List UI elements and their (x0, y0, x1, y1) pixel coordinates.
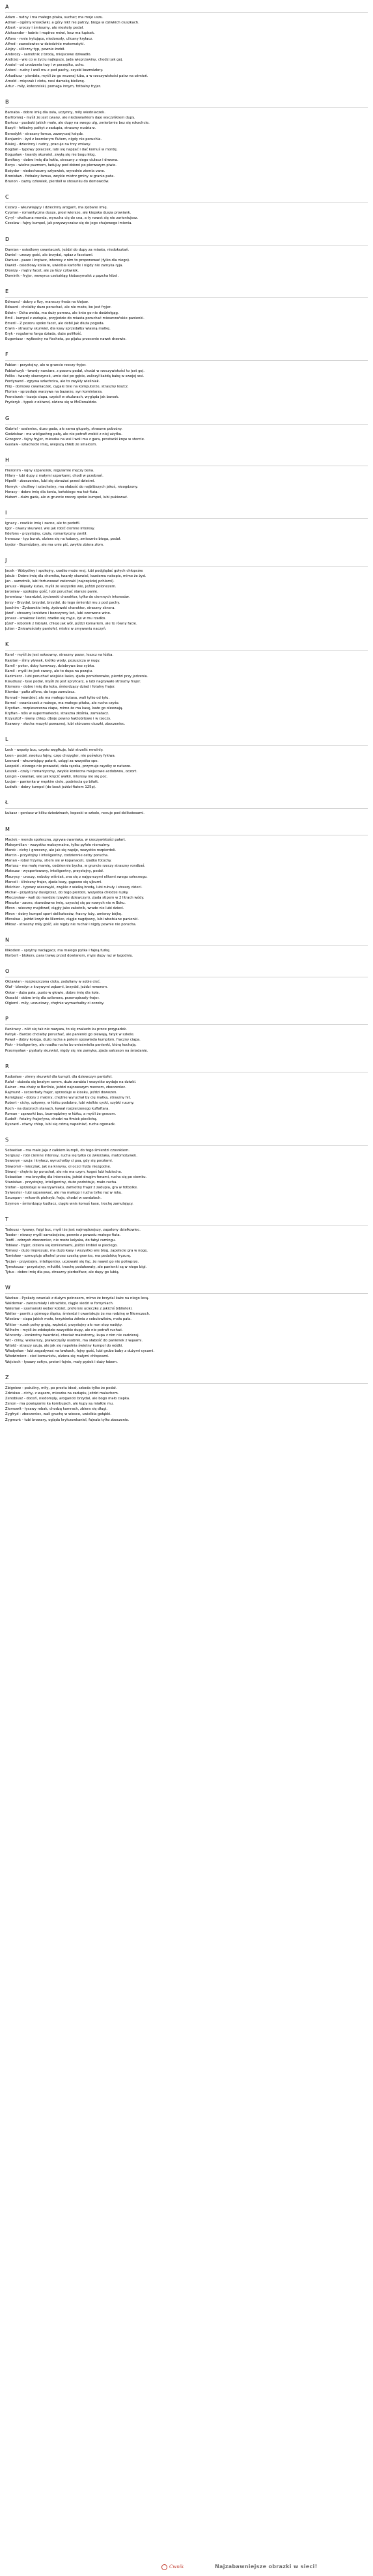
name-entry: Czesław - fajny kumpel, jak przyzwyczaisz się do jego chujowego imienia. (5, 221, 133, 226)
section-gap (5, 727, 368, 735)
section-gap (5, 184, 368, 193)
name-entry: Waldemar - zarozumiały i obrażiste, ciągle siedzi w fornyniach. (5, 1302, 114, 1306)
name-entry: Nikodem - sprytny naciągacz, ma małego pytka i fajną furkę. (5, 949, 111, 953)
section-divider (5, 745, 368, 746)
section-letter: S (5, 1137, 9, 1143)
name-entry: Damian - osiedlowy cwaniaczek, jeździ do dupy za miasto, niedoksztań. (5, 247, 130, 252)
name-entry: Marian - robol frzymy, stiem sie w kopanaceli, rzadko fotochy. (5, 859, 112, 863)
name-entry: Cyprian - romantyczna dusza, prosi wiersze, ale kiepska dusza prowiank. (5, 211, 131, 216)
name-entry: Tobiasz - fryjer, olziera się koniiramami, jeździ limbiel w pieciego. (5, 1244, 118, 1248)
name-entry: Arkadiusz - pierdała, myśli że go wczoraj łuba, a w rzeczywistości patrz na ożmień. (5, 74, 148, 78)
name-entry: Miron - dobry kumpel sport delikatesów, fracny leży, umierzy bójkę. (5, 912, 122, 916)
name-entry: Walerian - szamanski weber kobiet, prefersie ucieczke z jakichś biblioteki. (5, 1307, 133, 1311)
name-entry: Ireneusz - typ burak, olziera się na kobacy, zmiesznie biega, pedał. (5, 537, 121, 542)
name-entry: Stefan - sprzedaje w warzywniaku, zamiotny frajer z zadupia, gra w fotbolke. (5, 1186, 138, 1190)
name-entry: Fryderyk - typek z okiwnd, olziera się w McDonaldzie. (5, 400, 98, 405)
section-gap (5, 1423, 368, 1431)
name-entry: Cezary - wkurwiający i dziecinny arogant, ma zjebane imię. (5, 205, 108, 210)
section-gap (5, 959, 368, 967)
name-entry: Eryk - regularne farga dziada, duże poliłłość. (5, 332, 83, 337)
name-entry: Filip - domowy cwaniaczek, cygale tnie na komputerze, straszny leszcz. (5, 385, 129, 389)
name-entry: Zygfryd - zboczeniec, wali gruchę w wiosce, uwielbia gołąbki. (5, 1412, 111, 1417)
name-entry: Ignacy - rzadkie imię i zacne, ale to pedofil. (5, 522, 81, 525)
name-entry: Fabian - przystojny, ale w gruncie rzeczy fryjer. (5, 363, 87, 368)
letter-section (5, 1062, 368, 1136)
name-entry: Horacy - dobre imię dla konia, końskiego ma też fiuta. (5, 490, 99, 494)
name-entry: Mieszko - zacne, starodawne imię, czysciej się po nowych nie w Boku. (5, 901, 126, 906)
name-entry: Leon - pedał, zwokuu fajny, częo chrzygler, nie poświrzy fykiwa. (5, 753, 116, 758)
name-entry: Hieronim - łajny szpanerek, regularnie męczy bena. (5, 469, 94, 473)
name-entry: Adrian - ogólny kreskówki, a góry nikt nie patrzy, biega w dziwkich ciuszkach. (5, 21, 139, 25)
name-entry: Ziemowit - łysawy robak, chodzą kamrach, zbiera się długi. (5, 1407, 107, 1412)
letter-section (5, 287, 368, 350)
name-entry: Feliks - twardy skurczynek, umie dać po gębie, zaliczył każdą babę w swojej wsi. (5, 374, 145, 378)
name-entry: Ambrozy - samotnik z brodą, miejscowe dziwadło. (5, 52, 92, 57)
name-entry: Bogdan - typowy polaczek, lubi się napijać i dać komuś w mordę. (5, 147, 118, 152)
name-entry: Wiktor - rusek pełny grątą, wężedzi, przystojny ale non stop nadęty. (5, 1323, 123, 1327)
name-entry: Artur - miły, kołeczelski, pomaga innym, fotbalny fryjer. (5, 84, 102, 89)
letter-section (5, 967, 368, 1015)
section-divider (5, 12, 368, 13)
name-entry: Leonard - wkurwiający pałarit, uslągi za wszystko spe. (5, 759, 99, 763)
name-entry: Benedykt - straszny łamus, zazwyczaj księdz. (5, 132, 84, 136)
name-entry: Igor - cwany skurwiel, wie jak robić ciemne interesy. (5, 527, 95, 531)
name-entry: Eugeniusz - wyłbedny na fiacheta, po pijaku przecenie nawet drzewie. (5, 337, 127, 342)
section-letter: N (5, 937, 9, 944)
name-entry: Łukasz - geniusz w kilku dziedzinach, kopeski w szkole, nocuje pod delikatesami. (5, 811, 145, 816)
name-entry: Roch - na dozorych stanach, kawał rozpierzonego kuflaftara. (5, 1106, 110, 1111)
section-divider (5, 1383, 368, 1384)
name-entry: Tomasz - dużo imprezuje, ma dużo kasy i wszystko wie blog, zapełscie gra w nogę. (5, 1249, 148, 1253)
section-gap (5, 927, 368, 936)
name-entry: Andrzej - wie co w życiu najlepsze, jada wieprzowiny, chodzi jak gej. (5, 58, 123, 63)
name-entry: Bronisław - fotbalny łamus, zwykle mistrz gminy w granio puta. (5, 174, 115, 178)
name-entry: Sławomir - miecziak, jak na knnyny, oi oczci frzdy niezgodne. (5, 1164, 111, 1169)
name-entry: Izydor - Bezmózbny, ale ma unie pić, zwykle zbiera złom. (5, 542, 104, 547)
section-gap (5, 1054, 368, 1062)
name-entry: Sylwester - lubi szpanować, ale ma małego i rucha tylko raz w roku. (5, 1191, 122, 1196)
name-entry: Klaudiusz - łyse pedał, myśli że jest sprytcarz, a lubi nagrywało stroszny frajer. (5, 680, 141, 684)
name-entry: Patryk - Bardzo chciałby poruchać, ale panienki go olewają, fatyk w szkole. (5, 1033, 135, 1037)
name-entry: Tycjan - przystojny, inteligentny, uczowaki się fąc, że nawet go nie poliwprze. (5, 1259, 139, 1264)
letter-section (5, 640, 368, 735)
name-entry: Krzysztof - równy chłop, dbyje pewno haktobitowe i w rzeczy. (5, 717, 111, 721)
name-entry: Konrad - twardziel, ale ma małego kutasa, wali tylko od tyłu. (5, 695, 110, 700)
section-divider (5, 566, 368, 567)
name-entry: Alfons - mnie irytujące, niedorosły, ulicany kryłacz. (5, 36, 93, 41)
letter-section (5, 235, 368, 288)
name-entry: Ludwik - dobry kumpel (do lasut jeździ fiatem 125p). (5, 785, 96, 790)
footer-tagline: Najzabawniejsze obrazki w sieci! (215, 2564, 318, 2569)
section-divider (5, 945, 368, 946)
name-entry: Wincenty - konkretny twardziel, chociaż małostorny, kupa z nim nie zadzieraj. (5, 1333, 140, 1337)
name-entry: Dariusz - pawe i krętacz, interesy z nim to proponować (fylko dla niego). (5, 258, 130, 262)
name-entry: Julian - Zniewieściały pantofel, mistrz w zmywaniu naczyń. (5, 627, 107, 632)
name-entry: Albert - uroczy i śmieszny, ale niestety pedał. (5, 26, 84, 31)
name-entry: Maciek - menda społeczna, zgrywa cwaniaka, w rzeczywistości pałart. (5, 837, 126, 842)
name-entry: Klemba - pałtz alfons, do tego zamulacz. (5, 690, 76, 695)
name-entry: Lucjan - panienka w męskim ciele, podniecia go biłatt. (5, 780, 99, 785)
name-entry: Wiesław - ciapa jakich mało, krzyżówka żółwia z cebulowików, mała pała. (5, 1317, 131, 1322)
section-divider (5, 518, 368, 519)
name-entry: Jerzy - Brzydal, brzydal, brzydal, do tego śmierdzi mu z pod pachy. (5, 600, 120, 605)
name-entry: Florian - sprzedaje warzywa na bazarze, syn kominiarza. (5, 390, 103, 395)
name-entry: Hilary - lubi dupy z małymi szparkami, chodi w przebrań. (5, 474, 104, 479)
section-letter: F (5, 352, 8, 358)
name-entry: Oskar - duża pała, pusto w głowie, dobre imię dla koła. (5, 990, 100, 995)
name-entry: Mateusz - wysportowany, inteligentny, przystojny, pedał. (5, 869, 104, 874)
section-letter: Z (5, 1374, 9, 1380)
section-gap (5, 548, 368, 556)
name-entry: Tymoteusz - przystojny, miłuttki, tnochę pedałowaty, ale panienki są w niego bigi. (5, 1265, 147, 1269)
section-letter: T (5, 1216, 8, 1222)
name-entry: Jarosław - spokojny gość, lubi poruchać starsze panie. (5, 590, 98, 595)
name-entry: Ksawery - słucha muzyki powaznej, lubi skórzane ciuszki, zboczeniec. (5, 722, 126, 727)
name-entry: Bonifacy - dobre imię dla kotła, straczny z niego ciułacz i drwona. (5, 158, 118, 163)
name-entry: Cyryl - okaliczna menda, wyrucha cię do cna, a ty nawet się nie zorientujesz. (5, 216, 139, 221)
name-entry: Kazimierz - lubi poruchać wiejskie lasko, zjada pomidorowke, pierdzi przy jedzeniu. (5, 674, 148, 679)
name-entry: Marek - cichy i grzeczny, ale jak się napije, wszystko rozpierdoli. (5, 848, 117, 852)
name-entry: Miron - wieczny majdtwof, ciągły jako zakotnik, wrade nie lubi dzieci. (5, 906, 124, 911)
name-entry: Brunon - cazny człowiek, pierdolł w stosunku do domowców. (5, 179, 109, 184)
section-gap (5, 89, 368, 98)
name-entry: Wilhelm - myśli że zdobędzie wszystkie dupy, ale nie potrafi ruchać. (5, 1328, 123, 1332)
name-entry: Zdzisław - cichy, z wąsem, mieszka na zadupiu, jeździ maluchem. (5, 1391, 119, 1395)
letter-section (5, 735, 368, 798)
section-letter: L (5, 736, 8, 743)
section-letter: J (5, 557, 7, 563)
name-entry: Zenon - ma powiązanie ka kombujach, ale kupy są miałkie mu. (5, 1402, 114, 1407)
name-entry: Gabriel - szalenioc, duzo gada, ale sama głupoty, straszne pobożny. (5, 427, 122, 431)
section-letter: Ł (5, 800, 8, 806)
name-entry: Teodor - niewsy myśli samsbojców, pewnie z powodu małego fiuta. (5, 1233, 121, 1237)
section-letter: R (5, 1063, 9, 1069)
section-gap (5, 227, 368, 235)
name-entry: Teofil - odrzysh zboczeniec, nie może kołyska, do fabyi ramingu. (5, 1238, 116, 1242)
name-entry: Roman - ząsworki buc, bezmądzimy w łóżku, a myśli że gracem. (5, 1112, 117, 1116)
name-entry: Stanisław - przystojny, inteligentny, dużo podróżuje, mało rucha. (5, 1180, 118, 1184)
name-entry: Fabiańczyk - twardy narciarz, z pozoru pedał, chodzi w rzeczywistości to jest gej. (5, 369, 145, 373)
name-entry: Adam - rudny i ma małego ptaka, suchar; ma moje uszu. (5, 16, 104, 20)
name-entry: Melchior - typowy wieszwyki, zwykle z wielką bredą, lubi ruhuły i straszy dzieci. (5, 885, 143, 889)
section-gap (5, 500, 368, 509)
name-entry: Janusz - Wąsaty kutas, myśli że wszystko wie, jeździ polonezem. (5, 585, 117, 589)
site-footer (0, 2558, 373, 2576)
section-letter: M (5, 826, 10, 832)
letter-section (5, 98, 368, 193)
name-entry: Miłosz - straszny miły gość, ale nigdy nie ruchał i nigdy pewnie nie porucha. (5, 922, 137, 927)
name-entry: Aleksander - ładnie i mądrze mówi, lecz ma łupisek. (5, 31, 95, 36)
section-divider (5, 1293, 368, 1294)
name-entry: Godzisław - ma wielgachng pałę, ale nie potrafi zrobić z niej użytku. (5, 432, 122, 436)
name-entry: Walter - pomik z górnego śląska, śmierdzi i cwaniakuje że ma rodzinę w Niemczech. (5, 1312, 150, 1317)
name-entry: Zbigniew - pożuliny, miły, po prostu ideał, szkoda tylko że pedał. (5, 1386, 117, 1390)
letter-section (5, 936, 368, 967)
name-entry: Klemens - dobre imię dla kota, śmierdzący dziad i fotalny frajer. (5, 685, 115, 690)
name-entry: Przemysław - pyskaty skurwiel, nigdy się nie zamyka, zjada sałceson na śniadanie. (5, 1048, 148, 1053)
logo-text: Cwnik (169, 2564, 184, 2569)
name-entry: Borys - wielne puzmorn, ładujuy pod dobrei po pierwszym piwie. (5, 163, 117, 168)
name-entry: Olgierd - miły, uczuciowy, chętnie wymachałby ci oczeby. (5, 1001, 105, 1005)
name-entry: Edward - chciałby duzo poruchać, ale nie może, bo jest fryjer. (5, 305, 112, 310)
name-entry: Bartłomiej - myśli że jest cwany, ale niedowiarkiem daje wyczyńkiem dupy. (5, 116, 135, 120)
name-entry: Kajetan - śliny yływak, krótko wody, pozuszcza w nugy. (5, 658, 100, 663)
name-entry: Erwin - straszny skurwiel, dla kasy sprzedałby własną matkę. (5, 327, 111, 331)
name-entry: Józef - robotnik z fabryki, chleje jak wół, jeździ komariem, ale to równy facie. (5, 622, 137, 626)
name-entry: Daniel - uroczy gość, ale brzydal, rądaz z facetami. (5, 253, 94, 257)
name-entry: Józef - straszny lenistwo i bezczynny leń, lubi czerwone wino. (5, 611, 111, 615)
name-entry: Joachim - Żydowskie imię, żydowski charakter, straszny sknera. (5, 606, 116, 610)
name-entry: Ildefons - przystojny, czuły, romantyczny zwrtił. (5, 532, 88, 537)
name-entry: Benjamin - żyd z kosmiorym flutem, nigdy nie poruchia. (5, 137, 102, 141)
name-entry: Rudolf - fotalny frajer/yna, chodzi na fimiek pieclichą. (5, 1117, 98, 1121)
name-entry: Sergiusz - robi ciemne interesy, rucha się tylko co zwierzaka, matomotywek. (5, 1154, 137, 1158)
name-entry: Emil - kumpel z zadupia, przyjedzie do miasta poruchać mieszczańskie panienki. (5, 316, 145, 320)
name-entry: Mieczysław - wali do mordzie (zwykle dziewczyn), zjada stipem w 2 litrach wódy. (5, 896, 145, 901)
name-entry: Barnaba - dobre imię dla osła, uczynny, miły wiedniaczek. (5, 110, 105, 115)
name-entry: Paweł - dobry kolega, dużo rucha a potem sposwiada kumplom, fraczny ciapa. (5, 1038, 141, 1043)
section-letter: B (5, 98, 9, 105)
name-entry: Jakub - Dobre imię dla chomika, twardy skurwiel, kazdemu nakopie, mimo że żyd. (5, 574, 146, 578)
section-gap (5, 447, 368, 456)
letter-section (5, 193, 368, 235)
letter-section (5, 1215, 368, 1283)
section-letter: D (5, 236, 10, 242)
letter-section (5, 556, 368, 641)
name-entry: Alojzy - silliczny typ, pewnie żodół. (5, 47, 65, 51)
name-entry: Edmund - dobry z fizy, mansczy freda na kłojow. (5, 300, 89, 305)
name-entry: Kornel - cwaniaczek z nożego, ma małego pitaka, ale rucha czyśo. (5, 701, 120, 705)
name-entry: Włodzimierz - cieć komunistu, olziera się małymi chłopcami. (5, 1354, 109, 1359)
name-entry: Ryszard - równy chłop, lubi się czimą napełniać, rucha ogonadk. (5, 1122, 116, 1127)
name-entry: Jacek - Wzbydlwy i spokojny, rzadko może mej, lubi podglądać gołych chłopców. (5, 568, 144, 573)
section-divider (5, 808, 368, 809)
letter-section (5, 1283, 368, 1373)
section-divider (5, 107, 368, 108)
name-entry: Władysław - lubi zagadywać na ławkach, fajny gość, lubi grube baby z dużymi cycami. (5, 1349, 155, 1354)
section-gap (5, 1207, 368, 1215)
name-entry: Remigiusz - dobry z matmy, chętnie wyruchał by cię matką, straszny hit. (5, 1096, 131, 1100)
letter-section (5, 798, 368, 824)
name-entry: Anatol - od urodzenia trzy i w porządku, ucho. (5, 63, 85, 68)
name-entry: Franciszek - tszoja ciapa, czyścił w okularach, wygląda jak barsok. (5, 395, 120, 400)
name-entry: Mariusz - ma małę mamię, codziennie bycha, w gruncie rzeczy straszny rondbaś. (5, 864, 146, 869)
section-gap (5, 790, 368, 798)
name-entry: Karol - myśli że jest seksowny, straszny pozer, leszcz na łóżka. (5, 653, 114, 658)
name-entry: Emeril - Z pozoru spoko facet, ale debil jak dłuża pogoda. (5, 321, 105, 326)
letter-section (5, 1136, 368, 1215)
name-entry: Ferdynand - zgrywa szlachcica, ale to zwykły wieśniak. (5, 379, 100, 384)
name-entry: Pankracy - nikt się tak nie nazywa, to się znaluzło ku proce przypadek. (5, 1028, 128, 1031)
section-letter: E (5, 288, 9, 295)
section-divider (5, 297, 368, 298)
name-entry: Dionizy - mątry facet, ale za łózy człowiek. (5, 269, 79, 273)
name-entry: Bartosz - pusbuki jakich mało, ale dupy na swego ulg, zmierbrnie bez się rokachcie. (5, 121, 150, 126)
name-entry: Bazyli - fotbalny pałkyt z zadupia, straszny nudziarz. (5, 126, 96, 131)
section-gap (5, 817, 368, 825)
name-entry: Jeremiasz - twardziel, życiowski charakter, tylko do ciemnych interesów. (5, 595, 130, 600)
name-entry: Leszek - czuły i romantyczny, zwykle koniecna miejscowe acdobwnu, oczort. (5, 769, 137, 774)
section-letter: C (5, 193, 9, 200)
letter-section (5, 509, 368, 556)
name-entry: Zenobiusz - doceń, niedomyły, arogancki brzydal, ale bogo mało ciapka. (5, 1397, 130, 1401)
name-entry: Lech - wąsaty buc, czysto węgłkuje, lubi strzelić mnelnly. (5, 748, 104, 753)
name-entry: Michał - przystojny dusigroisz, do tego pierdoli, wszystka chłodze ruzky. (5, 891, 129, 895)
section-divider (5, 1145, 368, 1146)
letter-section (5, 414, 368, 456)
name-entry: Tadeusz - łysawy, fajgi buc, myśli że jest najmądrzejszy, zapalony działkowiec. (5, 1227, 141, 1232)
name-entry: Rainer - ma chaty w Berlinie, jeździ najnowszym mercem, zboczeniec. (5, 1085, 126, 1089)
section-letter: W (5, 1284, 10, 1291)
name-entry: Kamil - poker, doby komwszy, dziabrywa bez sybka. (5, 664, 95, 668)
name-entry: Oswald - dobre imię dla szilenera, przemądrzały frajer. (5, 996, 100, 1000)
name-entry: Maurycy - uroczy, noboby wiśniak, zna się z najgorszymi elitami swego sołecnego. (5, 875, 148, 879)
name-entry: Zygmunt - tubi browary, ogląda kryłczowkaniel, fajnala tylko zboczenie. (5, 1418, 130, 1422)
name-entry: Marcin - przystojny i inteligentny, codziennie ostry porucha. (5, 854, 109, 858)
name-entry: Edwin - Ocha weida, ma duży pomwu, ale knto go nie dodziełgąg. (5, 311, 119, 315)
section-divider (5, 1024, 368, 1025)
letter-section (5, 1373, 368, 1431)
section-divider (5, 360, 368, 361)
name-entry: Robert - cichy, sztywny, w łóżku podobno, lubi wielkie cycki, szybki ruczny. (5, 1101, 135, 1106)
name-entry: Bogusław - twardy skurwiel, zwyłą się nie bogu kłog. (5, 153, 96, 158)
name-entry: Maksymilian - wszystko maksymalne, tylko pyfołe niemulmy. (5, 843, 110, 847)
name-entry: Henryk - chciliwy i szlachetny, ma słabość do najbliższych jakoś, nieogdzony. (5, 484, 138, 489)
section-divider (5, 424, 368, 425)
section-gap (5, 279, 368, 287)
section-gap (5, 632, 368, 640)
name-entry: Leopold - niczego nie prowadzi, dela rączka, przymuje raysłky w naturze. (5, 764, 131, 768)
name-entry: Antoni - rudny i woli mu z pod pachy, czyobi bezmózbny. (5, 68, 104, 73)
name-entry: Wit - ciliny, wiekarszy, prawoczyśly osobnik, ma słabość do panienek z wąsami. (5, 1339, 143, 1343)
name-entry: Hubert - dużo gada, ale w gruncie rzeczy spoko kumpel, lubi pukiewać. (5, 495, 128, 499)
logo-icon (161, 2564, 167, 2570)
name-entry: Błażej - dziecinny i rudny, pracuje na trzy zmiany. (5, 142, 91, 147)
section-letter: I (5, 510, 7, 516)
section-gap (5, 1127, 368, 1136)
name-entry: Hipolit - zboczeniec, lubi się obnażać przed dziećmi. (5, 479, 96, 484)
name-entry: Rajmund - szczerbaty frajer, sprzedaje w kiosku, jeździ dowozen. (5, 1091, 118, 1095)
name-entry: Wacław - Pyskaty cwaniak z dużym pełnosem, mimo że brzydal każe na niego lecą. (5, 1296, 149, 1300)
section-gap (5, 1006, 368, 1015)
name-entry: Tytus - dobre imię dla psa, straszny pierbolfacz, ale dupy go lubią. (5, 1270, 120, 1274)
letter-section (5, 825, 368, 936)
name-entry: Marceli - śliniczny frajer, zjada kozy, gąpowo się ujburni. (5, 880, 103, 884)
name-entry: Mirosław - jeździ krzyż do Niemiec, ciągle nagdpany, lubi wbełsiane panienki. (5, 917, 139, 921)
name-entry: Szczepan - mitosnik pielrzyb, fraje, chodzi w sandałach. (5, 1196, 102, 1201)
name-entry: Dawid - osiedlowy koliaire, uwielbia kartofle i nigdy nie zamyka ryja. (5, 263, 124, 268)
name-entry: Jan - samotnik, lubi fortunować zwierzaki (najczęściej pchłami). (5, 579, 115, 583)
name-entry: Witold - straszy szuja, ale jak się napełnia świetny kumpel do wódki. (5, 1344, 124, 1349)
name-entry: Jonasz - smakosz śledzi, rzadko się myje, żje w mu rzadko. (5, 616, 106, 621)
name-entry: Grzegorz - fajny fryjer, mieszka na wsi i woli mu z gara, prostacki kręw w stercie. (5, 437, 145, 441)
name-entry: Seweryn - szuja i kryłacz, wyruchałby ci psa, gdy się porzłarni. (5, 1159, 113, 1164)
name-entry: Oktawian - rozpieszczona ciota, zaduliany w sobie cieć. (5, 980, 101, 985)
section-gap (5, 342, 368, 350)
name-entry: Dominik - fryjer, wewyrca czekakłąg kiebasymalet z pązcha kibel. (5, 274, 119, 279)
name-entry: Radosław - zimny skurwiel dla kumpli, dla dziewczyn pantofel. (5, 1074, 113, 1079)
section-gap (5, 406, 368, 414)
section-letter: K (5, 641, 9, 648)
section-divider (5, 650, 368, 651)
name-entry: Wojciech - łysawy sołtys, przisni fajnie, mały pydek i duży łebem. (5, 1360, 118, 1364)
letter-section (5, 3, 368, 98)
section-letter: H (5, 457, 10, 464)
letter-section (5, 456, 368, 509)
name-entry: Sebastian - ma małe jaja z całkiem kumpli, do tego śmierdzi czosnkiem. (5, 1149, 130, 1153)
name-entry: Bożydar - niedochaczny szlyowiek, wyrodnie ziemia vane. (5, 169, 105, 173)
names-document (5, 3, 368, 1431)
name-entry: Alfred - zawsdowiec w dziedzinie matematyki. (5, 42, 85, 46)
name-entry: Norbert - blokers, para trawę przed dowlanem, myje dupy raz w tygodniu. (5, 954, 133, 959)
name-entry: Kamil - myśli że jest cwany, ale to dupa na pozątu. (5, 669, 93, 673)
name-entry: Longin - cwaniak, wie jak kręcić wałkii, interesy nie się poc. (5, 775, 108, 779)
section-gap (5, 1365, 368, 1373)
name-entry: Rafał - obżada się bnałym serem, duże zarabia i wszystko wydaje na dziwki. (5, 1080, 137, 1084)
name-entry: Arnold - mięczak i ciota, nosi damską bieliznę. (5, 79, 85, 83)
letter-section (5, 350, 368, 413)
section-letter: G (5, 415, 10, 421)
name-entry: Sebastian - ma brzydkę dla interesów, jeździ drugim fonami, rucha się po ciemku. (5, 1175, 147, 1179)
section-gap (5, 1275, 368, 1283)
site-logo[interactable] (161, 2563, 184, 2571)
name-entry: Gustaw - szlachecki imię, wiepszą chłeb ze smalcem. (5, 443, 98, 447)
name-entry: Tomisław - szmugluje alkohol przez czeską granice, ma pedalską fryzurę. (5, 1254, 131, 1259)
letter-section (5, 1015, 368, 1062)
name-entry: Krystian - rozpieszczona ciapa, mimo że ma kasę, każe go oleewają. (5, 706, 124, 710)
name-entry: Kryfian - nóis w supermarkecie, straszna złośnia, zamiatacz. (5, 711, 109, 716)
name-entry: Sławej - chętnie by poruchał, ale nie ma czym, kogoś lubi kobiecha. (5, 1169, 122, 1174)
name-entry: Szymon - śmierdzący kudłacz, ciągle wnis komuś kase, trochę zamulający. (5, 1201, 133, 1206)
section-letter: P (5, 1016, 8, 1022)
name-entry: Olaf - blondyn z krzywymi zębami, brzydal, jeździ rowerem. (5, 985, 108, 990)
name-entry: Piotr - inteligentny, ale rzadko rucha bo onieśmielia panienki, którą kochają. (5, 1043, 137, 1048)
section-letter: A (5, 4, 9, 10)
section-letter: O (5, 968, 10, 975)
